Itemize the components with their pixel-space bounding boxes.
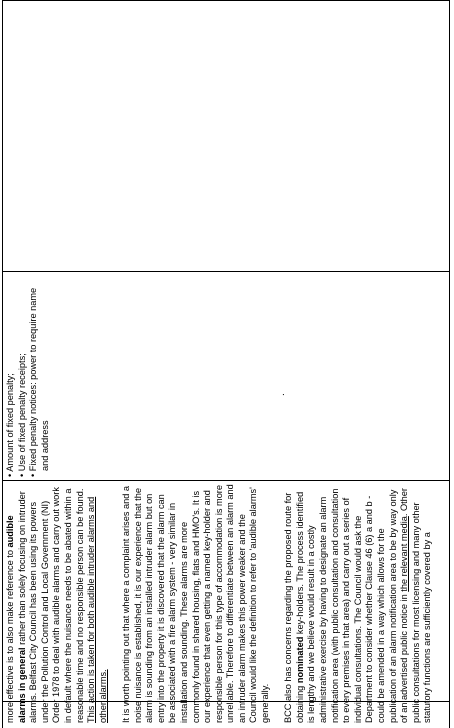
paragraph-fire-alarms (121, 484, 272, 723)
table-border-top (2, 0, 3, 728)
p1-text-c: rather than solely focusing on intruder alarms. Belfast City Council has been using its powers under the Pollution Control and Local Government (NI) Order 1978 to deal with audible alarms and carry out work in default where the nuisance needs to be abated within a reasonable time and no responsible person can be found. (16, 487, 85, 723)
p1-text-a: more effective is to also make reference to (5, 547, 15, 723)
p1-bold: audible alarms in general (5, 515, 27, 723)
response-cell (5, 484, 434, 723)
column-divider-2 (2, 480, 450, 481)
bullet-item-receipts: • Use of fixed penalty receipts; (16, 353, 27, 477)
paragraph-audible-alarms (5, 484, 109, 723)
provisions-cell (5, 277, 51, 477)
p2-text: It is worth pointing out that where a complaint arises and a noise nuisance is established, it is our experience that the alarm is sounding from an installed intruder alarm but on entry into the property it is discovered that the alarm can be associated with a fire alarm system - very similar in installation and sounding. These alarms are more commonly found in shared housing, flats and HMO's. It is our experience that even getting a named key-holder and responsible person for this type of accommodation is more unreliable. Therefore to differentiate between an alarm and an intruder alarm makes this power weaker and the Council would like the definition to refer to 'audible alarms' generally. (120, 484, 271, 723)
p3-text-a: BCC also has concerns regarding the proposed route for obtaining (283, 492, 305, 723)
bullet-item-amount: • Amount of fixed penalty; (5, 373, 15, 477)
p3-text-e: . Other public consultations for most licensing and many other statutory functions are sufficiently covered by a (399, 488, 433, 723)
bullet-item-notices: • Fixed penalty notices: power to require name and address (28, 287, 50, 477)
margin-marker: . (276, 393, 287, 396)
p3-bold: nominated (294, 636, 305, 684)
p1-underline: This action is taken for both audible intruder alarms and other alarms. (86, 496, 108, 723)
column-divider-3 (2, 271, 450, 272)
p3-underline: the relevant media (399, 516, 410, 592)
paragraph-nominated-keyholders (283, 484, 434, 723)
table-border-right (2, 0, 450, 1)
table-border-bottom (449, 0, 450, 728)
p3-text-c: key-holders. The process identified is lengthy and we believe would result in a costly administrative exercise by having to designate an alarm notification area (with public consultation and consultation to every premises in that area) and carry out a series of individual consultations. The Council would ask the Department to consider whether Clause 46 (6) a and b - could be amended in a way which allows for the publication of an alarm notification area to be by way only of an advertised public notice in (294, 488, 410, 723)
